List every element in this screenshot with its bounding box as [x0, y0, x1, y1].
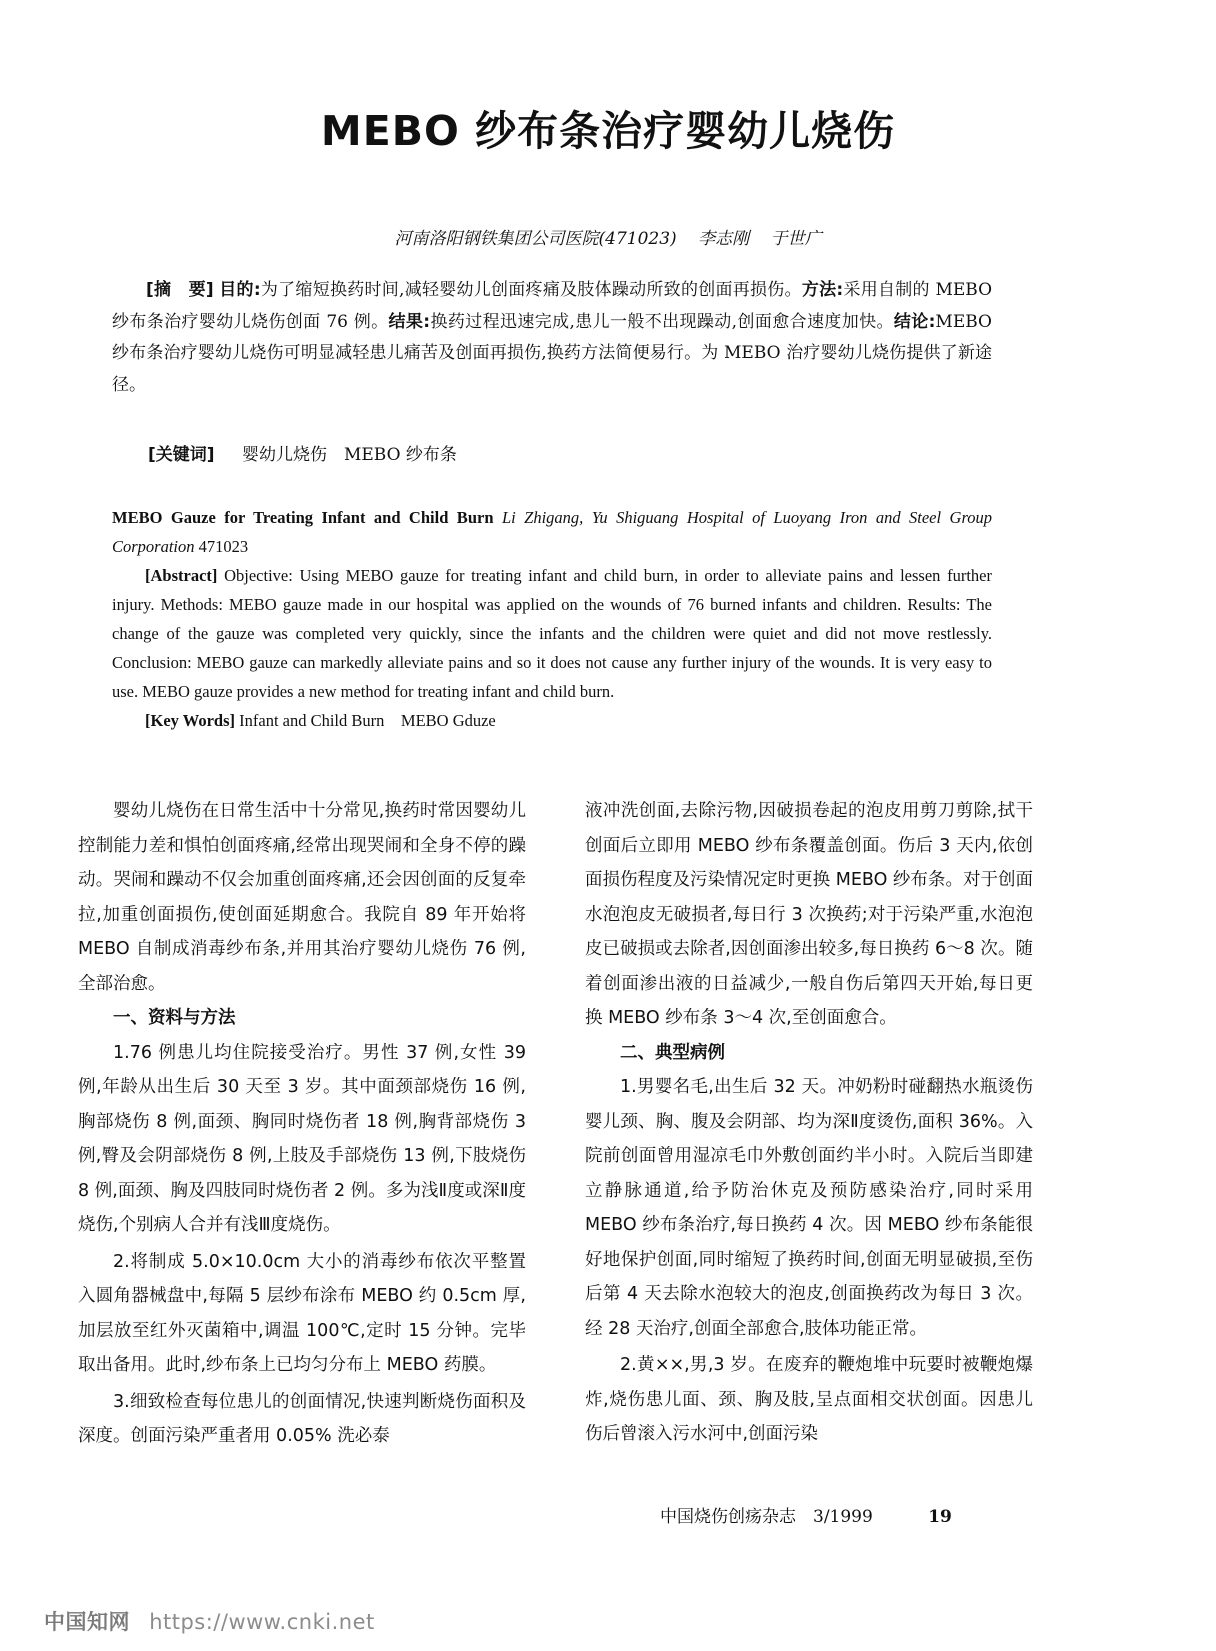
- english-abstract: [112, 503, 992, 735]
- case-1: 1.男婴名毛,出生后 32 天。冲奶粉时碰翻热水瓶烫伤婴儿颈、胸、腹及会阴部、均为深Ⅱ度烫伤,面积 36%。入院前创面曾用湿凉毛巾外敷创面约半小时。入院后当即建立静脉通道,给予防治休克及预防感染治疗,同时采用 MEBO 纱布条治疗,每日换药 4 次。因 MEBO 纱布条能很好地保护创面,同时缩短了换药时间,创面无明显破损,至伤后第 4 天去除水泡较大的泡皮,创面换药改为每日 3 次。经 28 天治疗,创面全部愈合,肢体功能正常。: [585, 1077, 1033, 1339]
- body-column-left: [78, 794, 526, 1454]
- methods-label: 方法:: [801, 280, 844, 300]
- method-item-3: 3.细致检查每位患儿的创面情况,快速判断烧伤面积及深度。创面污染严重者用 0.05% 洗必泰: [78, 1391, 526, 1446]
- english-abstract-label: [Abstract]: [145, 566, 218, 585]
- case-2: 2.黄××,男,3 岁。在废弃的鞭炮堆中玩要时被鞭炮爆炸,烧伤患儿面、颈、胸及肢,呈点面相交状创面。因患儿伤后曾滚入污水河中,创面污染: [585, 1355, 1033, 1444]
- watermark-url: https://www.cnki.net: [149, 1610, 375, 1634]
- results-label: 结果:: [388, 311, 431, 332]
- author-2: 于世广: [770, 229, 822, 249]
- english-keywords-label: [Key Words]: [145, 711, 235, 730]
- page-footer: [660, 1502, 952, 1527]
- method-item-1: 1.76 例患儿均住院接受治疗。男性 37 例,女性 39 例,年龄从出生后 30 天至 3 岁。其中面颈部烧伤 16 例,胸部烧伤 8 例,面颈、胸同时烧伤者 18 例,胸背部烧伤 3 例,臀及会阴部烧伤 8 例,上肢及手部烧伤 13 例,下肢烧伤 8 例,面颈、胸及四肢同时烧伤者 2 例。多为浅Ⅱ度或深Ⅱ度烧伤,个别病人合并有浅Ⅲ度烧伤。: [78, 1042, 526, 1235]
- english-title: MEBO Gauze for Treating Infant and Child Burn: [112, 508, 494, 527]
- author-line: [0, 224, 1216, 249]
- affiliation: 河南洛阳钢铁集团公司医院(471023): [394, 229, 677, 249]
- conclusion-text: MEBO 纱布条治疗婴幼儿烧伤可明显减轻患儿痛苦及创面再损伤,换药方法简便易行。为 MEBO 治疗婴幼儿烧伤提供了新途径。: [112, 311, 992, 395]
- abstract-label: [摘 要]: [146, 280, 214, 300]
- english-abstract-text: Objective: Using MEBO gauze for treating infant and child burn, in order to alleviate pains and lessen further injury. Methods: MEBO gauze made in our hospital was applied on the wounds of 76 burned infants and children. Results: The change of the gauze was completed very quickly, since the infants and the children were quiet and did not move restlessly. Conclusion: MEBO gauze can markedly alleviate pains and so it does not cause any further injury of the wounds. It is very easy to use. MEBO gauze provides a new method for treating infant and child burn.: [112, 566, 993, 701]
- objective-text: 为了缩短换药时间,减轻婴幼儿创面疼痛及肢体躁动所致的创面再损伤。: [260, 280, 802, 300]
- author-1: 李志刚: [698, 229, 750, 249]
- article-title: MEBO 纱布条治疗婴幼儿烧伤: [320, 107, 896, 155]
- method-item-3-continued: 液冲洗创面,去除污物,因破损卷起的泡皮用剪刀剪除,拭干创面后立即用 MEBO 纱布条覆盖创面。伤后 3 天内,依创面损伤程度及污染情况定时更换 MEBO 纱布条。对于创面水泡泡皮无破损者,每日行 3 次换药;对于污染严重,水泡泡皮已破损或去除者,因创面渗出较多,每日换药 6～8 次。随着创面渗出液的日益减少,一般自伤后第四天开始,每日更换 MEBO 纱布条 3～4 次,至创面愈合。: [585, 801, 1033, 1028]
- chinese-keywords: [148, 440, 992, 471]
- method-item-2: 2.将制成 5.0×10.0cm 大小的消毒纱布依次平整置入圆角器械盘中,每隔 5 层纱布涂布 MEBO 约 0.5cm 厚,加层放至红外灭菌箱中,调温 100℃,定时 15 分钟。完毕取出备用。此时,纱布条上已均匀分布上 MEBO 药膜。: [78, 1251, 526, 1375]
- section-heading-cases: 二、典型病例: [620, 1042, 725, 1063]
- journal-name: 中国烧伤创疡杂志 3/1999: [660, 1507, 873, 1527]
- section-heading-methods: 一、资料与方法: [113, 1008, 236, 1028]
- english-keywords-text: Infant and Child Burn MEBO Gduze: [239, 711, 496, 730]
- english-authors: Li Zhigang, Yu Shiguang Hospital of Luoyang Iron and Steel Group Corporation: [112, 508, 993, 556]
- results-text: 换药过程迅速完成,患儿一般不出现躁动,创面愈合速度加快。: [430, 311, 894, 332]
- objective-label: 目的:: [219, 280, 261, 300]
- intro-paragraph: 婴幼儿烧伤在日常生活中十分常见,换药时常因婴幼儿控制能力差和惧怕创面疼痛,经常出现哭闹和全身不停的躁动。哭闹和躁动不仅会加重创面疼痛,还会因创面的反复牵拉,加重创面损伤,使创面延期愈合。我院自 89 年开始将 MEBO 自制成消毒纱布条,并用其治疗婴幼儿烧伤 76 例,全部治愈。: [78, 801, 526, 994]
- keywords-text: 婴幼儿烧伤 MEBO 纱布条: [241, 445, 457, 465]
- methods-text: 采用自制的 MEBO 纱布条治疗婴幼儿烧伤创面 76 例。: [112, 280, 993, 332]
- watermark-brand: 中国知网: [44, 1610, 130, 1634]
- body-column-right: [585, 794, 1033, 1452]
- keywords-label: [关键词]: [148, 445, 215, 465]
- english-zip: 471023: [198, 537, 249, 556]
- cnki-watermark: [44, 1606, 375, 1636]
- conclusion-label: 结论:: [893, 311, 936, 332]
- chinese-abstract: [112, 275, 992, 401]
- page-number: 19: [928, 1507, 952, 1527]
